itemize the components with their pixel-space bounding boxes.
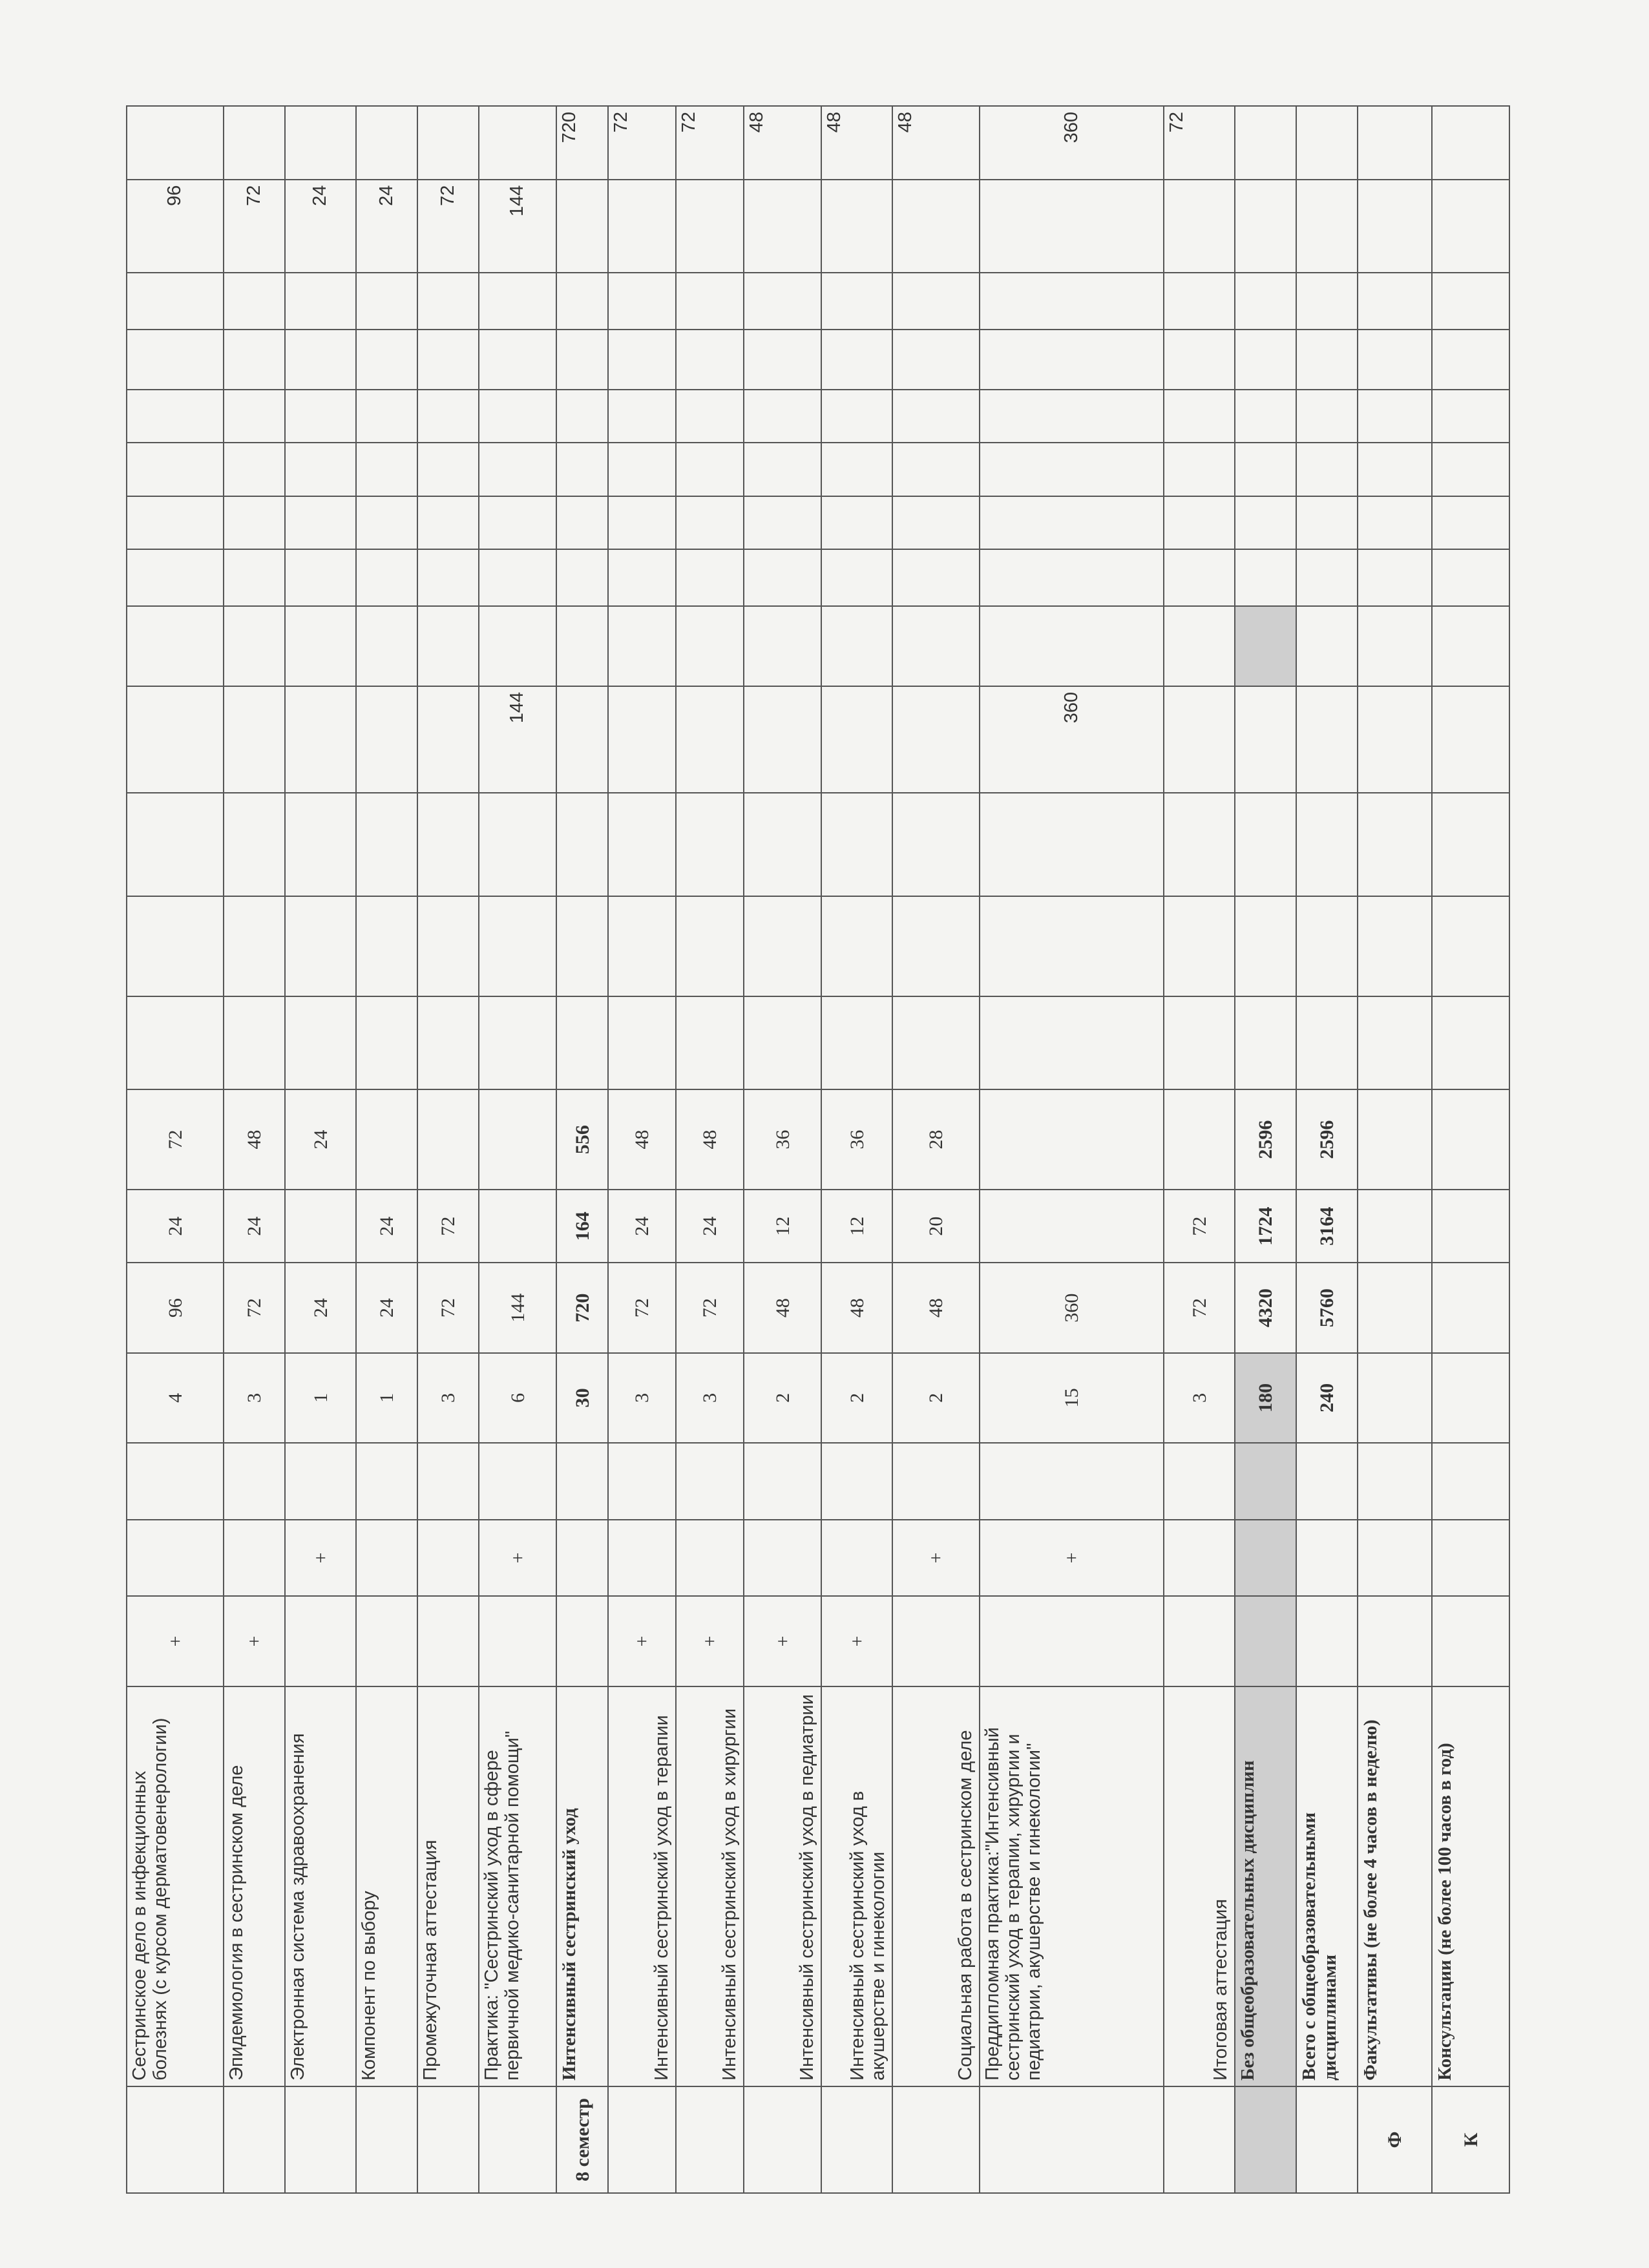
semester-cell <box>127 2086 224 2193</box>
discipline-name: Преддипломная практика:"Интенсивный сестринский уход в терапии, хирургии и педиатрии, акушерстве и гинекологии" <box>980 1686 1164 2086</box>
credits-cell: 30 <box>556 1353 608 1443</box>
coursework-cell <box>127 1443 224 1520</box>
table-row <box>1235 106 1296 2193</box>
exam-mark: + <box>224 1596 285 1686</box>
self-study-cell: 72 <box>127 1089 224 1190</box>
discipline-name: Всего с общеобразовательными дисциплинами <box>1296 1686 1358 2086</box>
credit-mark <box>127 1520 224 1597</box>
exam-mark: + <box>821 1596 892 1686</box>
semester7-hours-cell: 24 <box>285 180 356 273</box>
discipline-name: Интенсивный сестринский уход в терапии <box>608 1686 676 2086</box>
credits-cell: 2 <box>744 1353 821 1443</box>
credits-cell: 1 <box>285 1353 356 1443</box>
discipline-name: Социальная работа в сестринском деле <box>892 1686 980 2086</box>
semester7-hours-cell: 96 <box>127 180 224 273</box>
self-study-cell: 24 <box>285 1089 356 1190</box>
self-study-cell: 48 <box>676 1089 744 1190</box>
table-row <box>224 106 285 2193</box>
table-row <box>980 106 1164 2193</box>
semester7-hours-cell: 144 <box>479 180 556 273</box>
credit-mark: + <box>892 1520 980 1597</box>
classroom-hours-cell: 72 <box>417 1190 479 1263</box>
hours-cell: 4320 <box>1235 1263 1296 1352</box>
exam-mark: + <box>676 1596 744 1686</box>
table-row <box>285 106 356 2193</box>
credits-cell: 180 <box>1235 1353 1296 1443</box>
self-study-cell: 2596 <box>1296 1089 1358 1190</box>
table-row <box>1432 106 1509 2193</box>
credits-cell: 4 <box>127 1353 224 1443</box>
discipline-name: Интенсивный сестринский уход в акушерстве и гинекологии <box>821 1686 892 2086</box>
table-row <box>417 106 479 2193</box>
hours-cell: 24 <box>356 1263 417 1352</box>
hours-cell: 72 <box>224 1263 285 1352</box>
hours-cell: 720 <box>556 1263 608 1352</box>
discipline-name: Компонент по выбору <box>356 1686 417 2086</box>
hours-cell: 360 <box>980 1263 1164 1352</box>
semester-label: 8 семестр <box>556 2086 608 2193</box>
discipline-name: Интенсивный сестринский уход <box>556 1686 608 2086</box>
discipline-name: Эпидемиология в сестринском деле <box>224 1686 285 2086</box>
semester8-hours-cell: 48 <box>744 106 821 180</box>
practice-hours-cell <box>127 686 224 793</box>
discipline-name: Промежуточная аттестация <box>417 1686 479 2086</box>
discipline-name: Консультации (не более 100 часов в год) <box>1432 1686 1509 2086</box>
classroom-hours-cell: 20 <box>892 1190 980 1263</box>
credits-cell: 3 <box>608 1353 676 1443</box>
classroom-hours-cell: 12 <box>744 1190 821 1263</box>
curriculum-table <box>126 105 1510 2194</box>
exam-mark: + <box>608 1596 676 1686</box>
discipline-name: Интенсивный сестринский уход в педиатрии <box>744 1686 821 2086</box>
table-row <box>821 106 892 2193</box>
self-study-cell: 48 <box>608 1089 676 1190</box>
table-row <box>1164 106 1235 2193</box>
table-row <box>479 106 556 2193</box>
classroom-hours-cell: 24 <box>224 1190 285 1263</box>
table-row <box>1358 106 1432 2193</box>
semester8-hours-cell: 72 <box>608 106 676 180</box>
self-study-cell: 36 <box>821 1089 892 1190</box>
hours-cell: 72 <box>676 1263 744 1352</box>
credits-cell: 3 <box>1164 1353 1235 1443</box>
self-study-cell: 48 <box>224 1089 285 1190</box>
practice-hours-cell: 360 <box>980 686 1164 793</box>
self-study-cell: 556 <box>556 1089 608 1190</box>
table-row <box>356 106 417 2193</box>
section-code: К <box>1432 2086 1509 2193</box>
credits-cell: 2 <box>892 1353 980 1443</box>
rotated-page <box>126 105 1509 2194</box>
semester8-hours-cell <box>127 106 224 180</box>
hours-cell: 24 <box>285 1263 356 1352</box>
classroom-hours-cell: 24 <box>608 1190 676 1263</box>
semester7-hours-cell: 24 <box>356 180 417 273</box>
classroom-hours-cell: 164 <box>556 1190 608 1263</box>
exam-mark: + <box>744 1596 821 1686</box>
semester8-hours-cell: 360 <box>980 106 1164 180</box>
discipline-name: Практика: "Сестринский уход в сфере первичной медико-санитарной помощи" <box>479 1686 556 2086</box>
semester8-hours-cell: 72 <box>1164 106 1235 180</box>
semester8-hours-cell: 720 <box>556 106 608 180</box>
hours-cell: 72 <box>608 1263 676 1352</box>
credits-cell: 6 <box>479 1353 556 1443</box>
semester8-hours-cell: 48 <box>892 106 980 180</box>
semester7-hours-cell: 72 <box>417 180 479 273</box>
table-row <box>608 106 676 2193</box>
credits-cell: 3 <box>417 1353 479 1443</box>
table-row <box>1296 106 1358 2193</box>
table-row <box>127 106 224 2193</box>
exam-mark: + <box>127 1596 224 1686</box>
semester8-hours-cell: 72 <box>676 106 744 180</box>
discipline-name: Без общеобразовательных дисциплин <box>1235 1686 1296 2086</box>
discipline-name: Итоговая аттестация <box>1164 1686 1235 2086</box>
credit-mark: + <box>285 1520 356 1597</box>
section-code: Ф <box>1358 2086 1432 2193</box>
hours-cell: 48 <box>892 1263 980 1352</box>
self-study-cell: 36 <box>744 1089 821 1190</box>
table-row <box>556 106 608 2193</box>
table-row <box>676 106 744 2193</box>
practice-hours-cell: 144 <box>479 686 556 793</box>
classroom-hours-cell: 24 <box>356 1190 417 1263</box>
discipline-name: Электронная система здравоохранения <box>285 1686 356 2086</box>
hours-cell: 48 <box>821 1263 892 1352</box>
classroom-hours-cell: 1724 <box>1235 1190 1296 1263</box>
credit-mark: + <box>980 1520 1164 1597</box>
classroom-hours-cell: 24 <box>127 1190 224 1263</box>
semester8-hours-cell: 48 <box>821 106 892 180</box>
hours-cell: 144 <box>479 1263 556 1352</box>
hours-cell: 96 <box>127 1263 224 1352</box>
table-row <box>892 106 980 2193</box>
hours-cell: 48 <box>744 1263 821 1352</box>
self-study-cell: 2596 <box>1235 1089 1296 1190</box>
credits-cell: 3 <box>676 1353 744 1443</box>
credits-cell: 15 <box>980 1353 1164 1443</box>
semester7-hours-cell: 72 <box>224 180 285 273</box>
self-study-cell: 28 <box>892 1089 980 1190</box>
classroom-hours-cell: 72 <box>1164 1190 1235 1263</box>
classroom-hours-cell: 3164 <box>1296 1190 1358 1263</box>
credits-cell: 2 <box>821 1353 892 1443</box>
credit-mark: + <box>479 1520 556 1597</box>
hours-cell: 72 <box>417 1263 479 1352</box>
credits-cell: 240 <box>1296 1353 1358 1443</box>
discipline-name: Факультативы (не более 4 часов в неделю) <box>1358 1686 1432 2086</box>
discipline-name: Сестринское дело в инфекционных болезнях (с курсом дерматовенерологии) <box>127 1686 224 2086</box>
classroom-hours-cell: 12 <box>821 1190 892 1263</box>
classroom-hours-cell: 24 <box>676 1190 744 1263</box>
hours-cell: 5760 <box>1296 1263 1358 1352</box>
discipline-name: Интенсивный сестринский уход в хирургии <box>676 1686 744 2086</box>
credits-cell: 1 <box>356 1353 417 1443</box>
credits-cell: 3 <box>224 1353 285 1443</box>
hours-cell: 72 <box>1164 1263 1235 1352</box>
table-row <box>744 106 821 2193</box>
